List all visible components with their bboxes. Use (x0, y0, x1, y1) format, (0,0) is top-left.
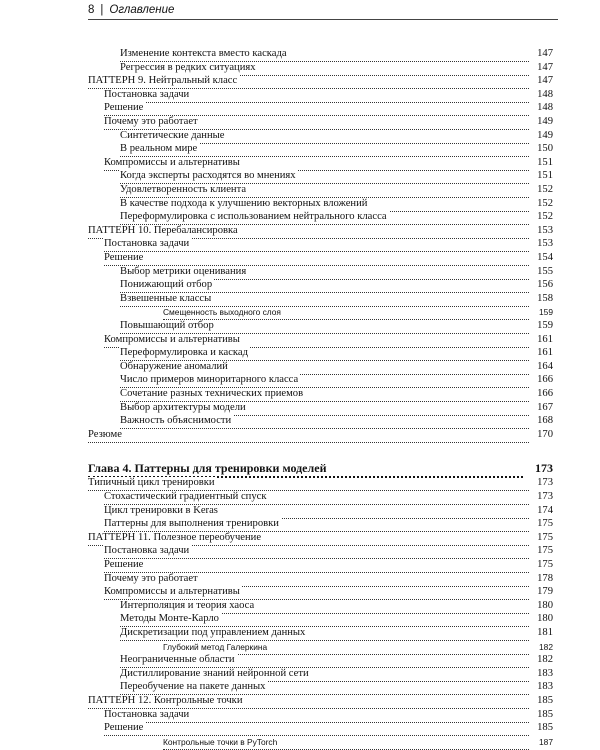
entry-title: Выбор метрики оценивания (120, 265, 529, 280)
toc-entry (0, 476, 600, 490)
toc-entry (0, 115, 600, 129)
entry-title: Решение (104, 251, 529, 266)
entry-page-number: 166 (537, 388, 553, 399)
entry-page-number: 173 (537, 491, 553, 502)
entry-page-number: 173 (537, 477, 553, 489)
toc-entry (0, 169, 600, 183)
entry-title: Решение (104, 101, 529, 116)
entry-title: Число примеров миноритарного класса (120, 373, 529, 388)
entry-page-number: 168 (537, 415, 553, 427)
entry-page-number: 153 (537, 224, 553, 236)
toc-entry (0, 640, 600, 654)
entry-title: Обнаружение аномалий (120, 360, 529, 375)
entry-title: Глава 4. Паттерны для тренировки моделей (88, 460, 523, 478)
entry-title: Контрольные точки в PyTorch (163, 735, 529, 750)
toc-entry (0, 183, 600, 197)
entry-page-number: 187 (539, 736, 553, 747)
entry-page-number: 161 (537, 333, 553, 345)
toc-entry (0, 599, 600, 613)
entry-page-number: 151 (537, 170, 553, 182)
entry-page-number: 170 (537, 428, 553, 440)
entry-page-number: 164 (537, 360, 553, 372)
entry-title: Дистиллирование знаний нейронной сети (120, 667, 529, 682)
entry-page-number: 152 (537, 197, 553, 209)
entry-page-number: 178 (537, 572, 553, 584)
entry-title: ПАТТЕРН 10. Перебалансировка (88, 224, 529, 239)
entry-page-number: 180 (537, 599, 553, 611)
entry-title: Решение (104, 721, 529, 736)
header-page-number: 8 (88, 4, 95, 16)
entry-title: Почему это работает (104, 572, 529, 587)
toc-entry (0, 414, 600, 428)
entry-title: Дискретизации под управлением данных (120, 626, 529, 641)
entry-page-number: 161 (537, 347, 553, 359)
toc-entry (0, 585, 600, 599)
entry-page-number: 156 (537, 279, 553, 291)
entry-page-number: 154 (537, 252, 553, 263)
entry-title: Регрессия в редких ситуациях (120, 61, 529, 76)
toc-entry (0, 333, 600, 347)
entry-title: Понижающий отбор (120, 278, 529, 293)
toc-entry (0, 292, 600, 306)
toc-entry (0, 237, 600, 251)
entry-page-number: 150 (537, 143, 553, 155)
entry-title: Изменение контекста вместо каскада (120, 47, 529, 62)
toc-entry (0, 101, 600, 115)
toc-entry (0, 572, 600, 586)
entry-page-number: 153 (537, 238, 553, 250)
entry-title: ПАТТЕРН 11. Полезное переобучение (88, 531, 529, 546)
entry-title: Глубокий метод Галеркина (163, 640, 529, 655)
entry-page-number: 182 (537, 654, 553, 666)
entry-title: Постановка задачи (104, 237, 529, 252)
entry-page-number: 152 (537, 211, 553, 223)
entry-page-number: 148 (537, 88, 553, 100)
entry-page-number: 183 (537, 681, 553, 693)
entry-title: Постановка задачи (104, 544, 529, 559)
entry-page-number: 185 (537, 722, 553, 734)
entry-title: Стохастический градиентный спуск (104, 490, 529, 505)
entry-page-number: 149 (537, 116, 553, 127)
entry-title: Переобучение на пакете данных (120, 680, 529, 695)
toc-entry (0, 88, 600, 102)
entry-title: Повышающий отбор (120, 319, 529, 334)
toc-entry (0, 373, 600, 387)
entry-page-number: 175 (537, 518, 553, 530)
entry-page-number: 147 (537, 61, 553, 73)
toc-entry (0, 265, 600, 279)
entry-title: Компромиссы и альтернативы (104, 585, 529, 600)
entry-page-number: 147 (537, 48, 553, 59)
toc-entry (0, 558, 600, 572)
entry-title: Важность объяснимости (120, 414, 529, 429)
entry-page-number: 147 (537, 75, 553, 87)
entry-title: Когда эксперты расходятся во мнениях (120, 169, 529, 184)
toc-entry (0, 360, 600, 374)
running-header (88, 4, 558, 20)
entry-page-number: 173 (535, 461, 553, 476)
entry-page-number: 166 (537, 374, 553, 386)
toc-entry (0, 680, 600, 694)
entry-title: Интерполяция и теория хаоса (120, 599, 529, 614)
entry-title: Смещенность выходного слоя (163, 305, 529, 320)
toc-entry (0, 544, 600, 558)
entry-title: В качестве подхода к улучшению векторных вложений (120, 197, 529, 212)
entry-page-number: 174 (537, 504, 553, 516)
entry-title: ПАТТЕРН 12. Контрольные точки (88, 694, 529, 709)
toc-entry (0, 156, 600, 170)
toc-entry (0, 531, 600, 545)
toc-entry (0, 47, 600, 61)
toc-entry (0, 129, 600, 143)
entry-title: Удовлетворенность клиента (120, 183, 529, 198)
toc-entry (0, 708, 600, 722)
entry-title: Цикл тренировки в Keras (104, 504, 529, 519)
toc-entry (0, 346, 600, 360)
entry-title: Синтетические данные (120, 129, 529, 144)
toc-entry (0, 278, 600, 292)
entry-title: Выбор архитектуры модели (120, 401, 529, 416)
toc-entry (0, 694, 600, 708)
toc-entry (0, 74, 600, 88)
chapter-entry (0, 460, 600, 476)
toc-entry (0, 721, 600, 735)
toc-entry (0, 428, 600, 442)
toc-entry (0, 401, 600, 415)
toc-entry (0, 319, 600, 333)
toc-entry (0, 612, 600, 626)
entry-page-number: 159 (539, 307, 553, 318)
toc-entry (0, 735, 600, 749)
entry-title: Переформулировка с использованием нейтрального класса (120, 210, 529, 225)
toc-entry (0, 251, 600, 265)
header-separator: | (100, 4, 104, 16)
entry-page-number: 159 (537, 320, 553, 331)
entry-title: Компромиссы и альтернативы (104, 156, 529, 171)
entry-title: Решение (104, 558, 529, 573)
toc-entry (0, 667, 600, 681)
entry-title: Взвешенные классы (120, 292, 529, 307)
toc-entry (0, 210, 600, 224)
entry-page-number: 185 (537, 695, 553, 706)
entry-page-number: 149 (537, 129, 553, 141)
toc-entry (0, 142, 600, 156)
toc-entry (0, 626, 600, 640)
entry-page-number: 152 (537, 184, 553, 195)
entry-title: В реальном мире (120, 142, 529, 157)
entry-title: Паттерны для выполнения тренировки (104, 517, 529, 532)
entry-title: Сочетание разных технических приемов (120, 387, 529, 402)
toc-entry (0, 197, 600, 211)
entry-title: Неограниченные области (120, 653, 529, 668)
header-title: Оглавление (109, 4, 175, 16)
toc-entry (0, 305, 600, 319)
entry-page-number: 175 (537, 531, 553, 543)
entry-title: Почему это работает (104, 115, 529, 130)
toc-entry (0, 517, 600, 531)
entry-title: Методы Монте-Карло (120, 612, 529, 627)
entry-title: Компромиссы и альтернативы (104, 333, 529, 348)
entry-page-number: 151 (537, 156, 553, 168)
toc-entry (0, 224, 600, 238)
entry-title: ПАТТЕРН 9. Нейтральный класс (88, 74, 529, 89)
toc-entry (0, 504, 600, 518)
toc-entry (0, 61, 600, 75)
entry-page-number: 158 (537, 292, 553, 304)
entry-page-number: 155 (537, 265, 553, 277)
entry-title: Резюме (88, 428, 529, 443)
entry-page-number: 179 (537, 586, 553, 598)
entry-page-number: 175 (537, 559, 553, 570)
entry-page-number: 185 (537, 708, 553, 720)
entry-title: Постановка задачи (104, 708, 529, 723)
toc-entry (0, 653, 600, 667)
entry-page-number: 181 (537, 627, 553, 638)
toc-entry (0, 490, 600, 504)
entry-page-number: 148 (537, 102, 553, 114)
entry-page-number: 175 (537, 545, 553, 557)
entry-title: Постановка задачи (104, 88, 529, 103)
entry-page-number: 183 (537, 667, 553, 679)
entry-page-number: 182 (539, 641, 553, 652)
entry-title: Типичный цикл тренировки (88, 476, 529, 491)
entry-page-number: 180 (537, 613, 553, 625)
entry-title: Переформулировка и каскад (120, 346, 529, 361)
entry-page-number: 167 (537, 401, 553, 413)
toc-entry (0, 387, 600, 401)
